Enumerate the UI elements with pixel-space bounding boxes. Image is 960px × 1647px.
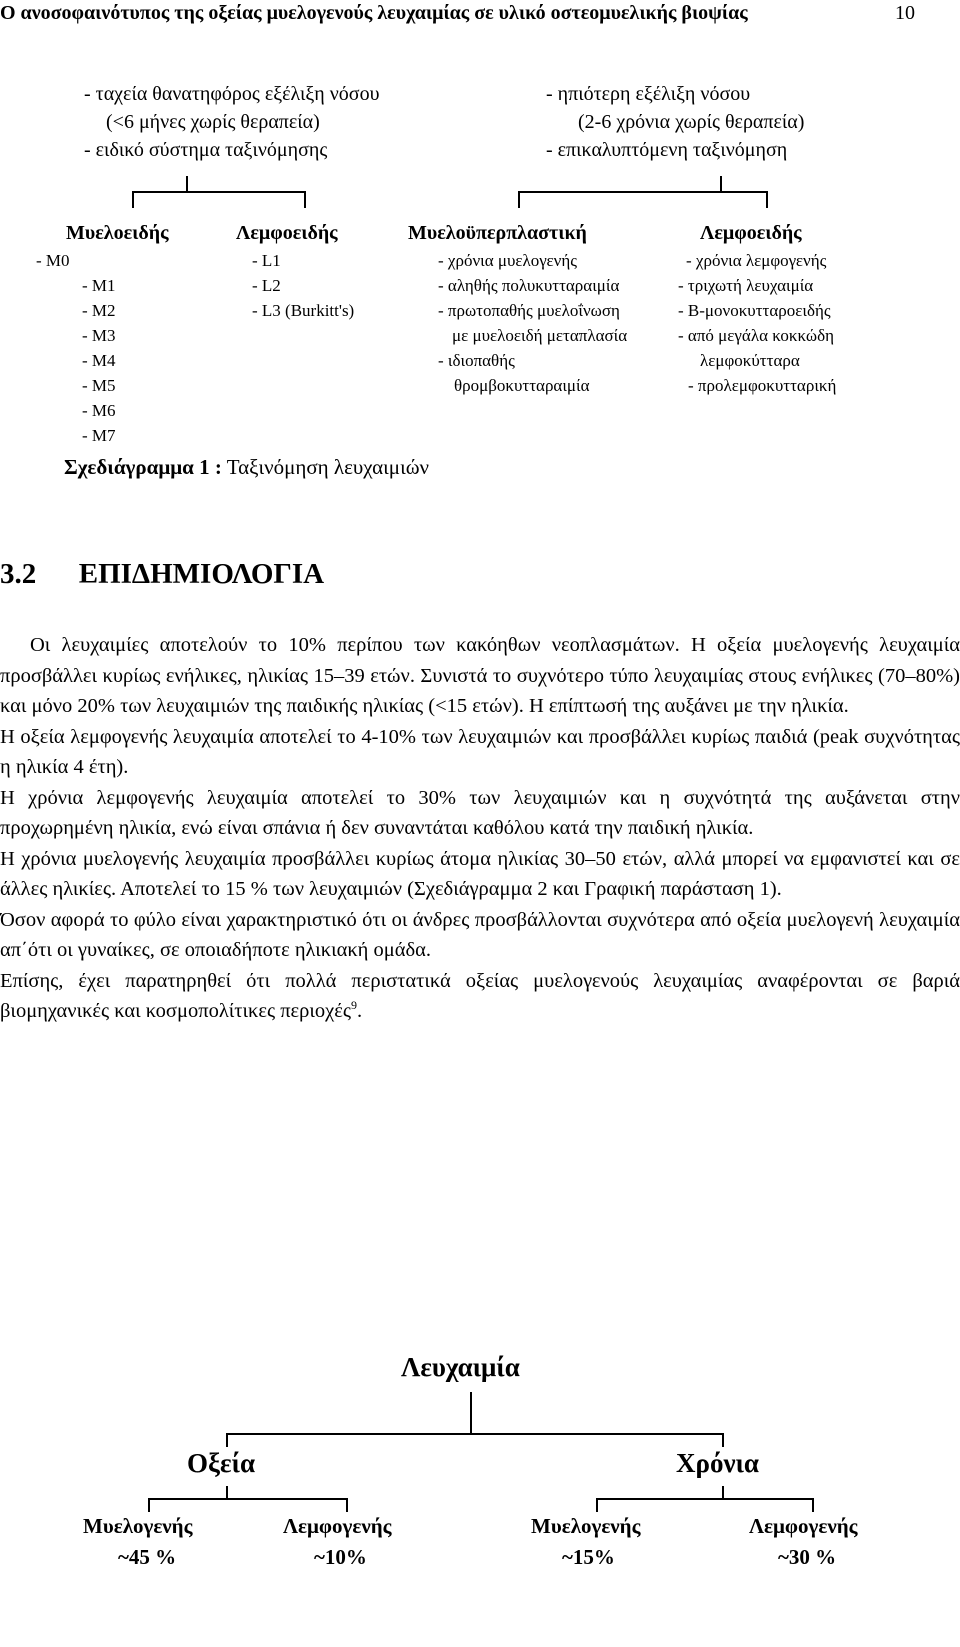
acute-line-3: - ειδικό σύστημα ταξινόμησης [84, 139, 328, 161]
subtype-item: - M5 [82, 376, 116, 395]
acute-description [84, 80, 379, 164]
chronic-drop-line [722, 1433, 724, 1447]
chronic-lymphoid-subtypes [678, 248, 837, 398]
subtype-item: - αληθής πολυκυτταραιμία [438, 276, 620, 295]
chronic-line-1: - ηπιότερη εξέλιξη νόσου [546, 83, 751, 105]
section-title: ΕΠΙΔΗΜΙΟΛΟΓΙΑ [78, 558, 325, 590]
subtype-item: - προλεμφοκυτταρική [688, 376, 837, 395]
chronic-myeloid-drop [596, 1498, 598, 1512]
acute-lymphoid-drop [346, 1498, 348, 1512]
lymphoid-drop-line [304, 191, 306, 208]
subtype-item: - από μεγάλα κοκκώδη [678, 326, 834, 345]
caption-label: Σχεδιάγραμμα 1 : [64, 455, 222, 479]
chronic-lymphoid-drop-line [766, 191, 768, 208]
myeloproliferative-drop-line [518, 191, 520, 208]
figure-caption [64, 455, 429, 480]
body-text [0, 630, 960, 1027]
acute-branch-line [132, 191, 305, 193]
category-chronic-lymphoid: Λεμφοειδής [700, 222, 802, 244]
section-number: 3.2 [0, 558, 37, 590]
leaf-acute-myeloid-label: Μυελογενής [83, 1514, 193, 1538]
myeloproliferative-subtypes [438, 248, 627, 398]
subtype-item: - L1 [252, 251, 281, 270]
subtype-item: λεμφοκύτταρα [700, 351, 800, 370]
subtype-item: - M4 [82, 351, 116, 370]
category-myeloproliferative: Μυελοϋπερπλαστική [408, 222, 587, 244]
chronic-lymphoid-drop [812, 1498, 814, 1512]
subtype-item: - M3 [82, 326, 116, 345]
acute-line-1: - ταχεία θανατηφόρος εξέλιξη νόσου [84, 83, 380, 105]
chronic-leaf-line [596, 1498, 814, 1500]
acute-myeloid-drop [148, 1498, 150, 1512]
paragraph: Οι λευχαιμίες αποτελούν το 10% περίπου των κακόηθων νεοπλασμάτων. Η οξεία μυελογενής λευχαιμία προσβάλλει κυρίως ενήλικες, ηλικίας 15–39 ετών. Συνιστά το συχνότερο τύπο λευχαιμίας στους ενήλικες (70–80%) και μόνο 20% των λευχαιμιών της παιδικής ηλικίας (<15 ετών). Η επίπτωσή της αυξάνει με την ηλικία. [0, 634, 960, 717]
subtype-item: - M2 [82, 301, 116, 320]
subtype-item: - M0 [36, 251, 70, 270]
paragraph [0, 966, 960, 1027]
root-stem-line [470, 1392, 472, 1435]
subtype-item: - χρόνια λεμφογενής [686, 251, 827, 270]
chronic-stem-line [720, 176, 722, 192]
reference-superscript: 9 [350, 998, 357, 1013]
paragraph: Η οξεία λεμφογενής λευχαιμία αποτελεί το 4-10% των λευχαιμιών και προσβάλλει κυρίως παιδιά (peak συχνότητας η ηλικία 4 έτη). [0, 725, 960, 778]
paragraph: Η χρόνια μυελογενής λευχαιμία προσβάλλει κυρίως άτομα ηλικίας 30–50 ετών, αλλά μπορεί να εμφανιστεί και σε άλλες ηλικίες. Αποτελεί το 15 % των λευχαιμιών (Σχεδιάγραμμα 2 και Γραφική παράσταση 1). [0, 847, 960, 900]
paragraph-text: Επίσης, έχει παρατηρηθεί ότι πολλά περιστατικά οξείας μυελογενούς λευχαιμίας αναφέρονται σε βαριά βιομηχανικές και κοσμοπολίτικες περιοχές [0, 969, 960, 1022]
subtype-item: - L3 (Burkitt's) [252, 301, 355, 320]
leaf-acute-lymphoid-value: ~10% [314, 1545, 367, 1569]
myeloid-subtypes [36, 248, 116, 448]
subtype-item: - M1 [82, 276, 116, 295]
acute-line-2: (<6 μήνες χωρίς θεραπεία) [106, 111, 320, 133]
caption-text: Ταξινόμηση λευχαιμιών [221, 455, 430, 479]
paragraph-end: . [356, 1000, 363, 1022]
leaf-chronic-myeloid-value: ~15% [562, 1545, 615, 1569]
subtype-item: - M6 [82, 401, 116, 420]
category-myeloid: Μυελοειδής [66, 222, 169, 244]
subtype-item: - M7 [82, 426, 116, 445]
root-branch-line [226, 1433, 724, 1435]
chronic-line-2: (2-6 χρόνια χωρίς θεραπεία) [578, 111, 805, 133]
page-number: 10 [895, 2, 915, 24]
chronic-line-3: - επικαλυπτόμενη ταξινόμηση [546, 139, 788, 161]
section-heading [0, 558, 324, 591]
acute-stem-line [186, 176, 188, 192]
paragraph: Η χρόνια λεμφογενής λευχαιμία αποτελεί το 30% των λευχαιμιών και η συχνότητά της αυξάνεται στην προχωρημένη ηλικία, ενώ είναι σπάνια ή δεν συναντάται καθόλου κατά την παιδική ηλικία. [0, 786, 960, 839]
subtype-item: - L2 [252, 276, 281, 295]
leaf-acute-myeloid-value: ~45 % [118, 1545, 177, 1569]
subtype-item: - Β-μονοκυτταροειδής [678, 301, 831, 320]
chronic-branch-line [518, 191, 767, 193]
subtype-item: θρομβοκυτταραιμία [454, 376, 590, 395]
tree-branch-acute: Οξεία [187, 1448, 256, 1478]
tree-branch-chronic: Χρόνια [676, 1448, 759, 1478]
acute-leaf-line [148, 1498, 348, 1500]
paragraph: Όσον αφορά το φύλο είναι χαρακτηριστικό ότι οι άνδρες προσβάλλονται συχνότερα από οξεία μυελογενή λευχαιμία απ΄ότι οι γυναίκες, σε οποιαδήποτε ηλικιακή ομάδα. [0, 908, 960, 961]
lymphoid-subtypes [252, 248, 354, 323]
leaf-acute-lymphoid-label: Λεμφογενής [283, 1514, 392, 1538]
chronic-description [546, 80, 804, 164]
subtype-item: με μυελοειδή μεταπλασία [452, 326, 628, 345]
subtype-item: - τριχωτή λευχαιμία [678, 276, 814, 295]
subtype-item: - ιδιοπαθής [438, 351, 515, 370]
subtype-item: - χρόνια μυελογενής [438, 251, 577, 270]
leaf-chronic-lymphoid-value: ~30 % [778, 1545, 837, 1569]
document-title: Ο ανοσοφαινότυπος της οξείας μυελογενούς λευχαιμίας σε υλικό οστεομυελικής βιοψίας [0, 2, 748, 24]
tree-root: Λευχαιμία [401, 1352, 520, 1382]
leaf-chronic-lymphoid-label: Λεμφογενής [749, 1514, 858, 1538]
subtype-item: - πρωτοπαθής μυελοΐνωση [438, 301, 620, 320]
leaf-chronic-myeloid-label: Μυελογενής [531, 1514, 641, 1538]
acute-drop-line [226, 1433, 228, 1447]
myeloid-drop-line [132, 191, 134, 208]
category-lymphoid: Λεμφοειδής [236, 222, 338, 244]
